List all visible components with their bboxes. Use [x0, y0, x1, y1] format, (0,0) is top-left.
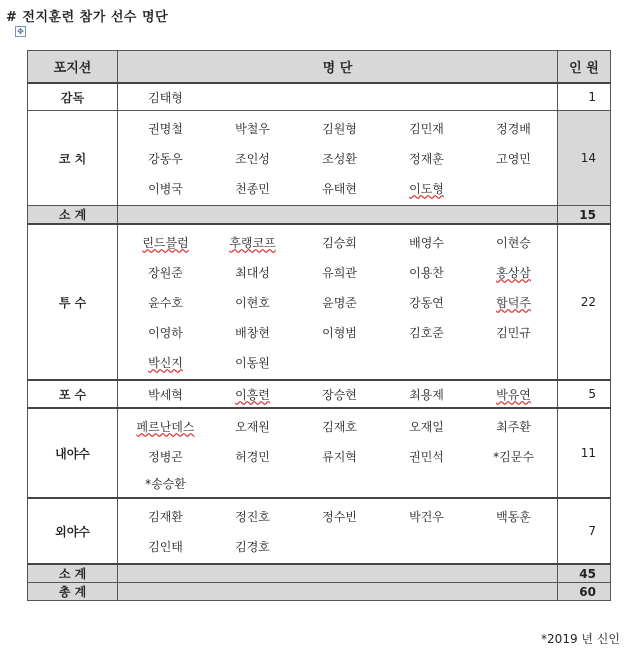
player-name: 장승현	[322, 387, 357, 402]
total-blank	[118, 583, 558, 601]
row-coach-subtotal	[28, 206, 611, 225]
count-outfield: 7	[558, 498, 611, 564]
player-name: 최주환	[496, 419, 531, 434]
player-name: 이형범	[322, 325, 357, 340]
player-name: 배창현	[235, 325, 270, 340]
player-name: 후랭코프	[229, 235, 276, 250]
player-name: 유희관	[322, 265, 357, 280]
count-catcher: 5	[558, 380, 611, 408]
pos-coach: 코 치	[28, 111, 118, 206]
player-name: 김승회	[322, 235, 357, 250]
player-name: 이영하	[148, 325, 183, 340]
player-name: 김인태	[148, 539, 183, 554]
footnote: *2019 년 신인	[541, 632, 620, 646]
count-manager: 1	[558, 83, 611, 111]
player-name: 권명철	[148, 121, 183, 136]
header-row	[28, 51, 611, 84]
pos-total: 총 계	[28, 583, 118, 601]
pos-infield: 내야수	[28, 408, 118, 498]
player-name: 이도형	[409, 181, 444, 196]
player-name: 이현승	[496, 235, 531, 250]
player-name: 김태형	[148, 90, 183, 105]
player-name: 류지혁	[322, 449, 357, 464]
player-name: 정진호	[235, 509, 270, 524]
player-name: 정재훈	[409, 151, 444, 166]
player-name: 백동훈	[496, 509, 531, 524]
names-coach	[118, 111, 558, 206]
player-name: 이흥련	[235, 387, 270, 402]
player-name: 김민규	[496, 325, 531, 340]
subtotal-blank	[118, 564, 558, 583]
count-player-subtotal: 45	[558, 564, 611, 583]
player-name: 함덕주	[496, 295, 531, 310]
player-name: 정수빈	[322, 509, 357, 524]
player-name: 허경민	[235, 449, 270, 464]
count-infield: 11	[558, 408, 611, 498]
player-name: 박철우	[235, 121, 270, 136]
player-name: 김호준	[409, 325, 444, 340]
player-name: 박신지	[148, 355, 183, 370]
player-name: 강동연	[409, 295, 444, 310]
row-manager	[28, 83, 611, 111]
pos-coach-subtotal: 소 계	[28, 206, 118, 225]
player-name: 린드블럼	[142, 235, 189, 250]
player-name: 강동우	[148, 151, 183, 166]
player-name: 김재호	[322, 419, 357, 434]
names-catcher	[118, 380, 558, 408]
player-name: 고영민	[496, 151, 531, 166]
pos-manager: 감독	[28, 83, 118, 111]
player-name: 페르난데스	[136, 419, 195, 434]
names-pitcher	[118, 224, 558, 380]
header-names: 명 단	[118, 51, 558, 84]
player-name: *송승환	[145, 476, 186, 491]
subtotal-blank	[118, 206, 558, 225]
row-outfield	[28, 498, 611, 564]
player-name: 홍상삼	[496, 265, 531, 280]
row-catcher	[28, 380, 611, 408]
player-name: 김재환	[148, 509, 183, 524]
player-name: 유태현	[322, 181, 357, 196]
player-name: 이현호	[235, 295, 270, 310]
player-name: 김경호	[235, 539, 270, 554]
names-outfield	[118, 498, 558, 564]
player-name: 배영수	[409, 235, 444, 250]
player-name: 천종민	[235, 181, 270, 196]
player-name: 윤명준	[322, 295, 357, 310]
player-name: 최대성	[235, 265, 270, 280]
player-name: 정병곤	[148, 449, 183, 464]
player-name: 박세혁	[148, 387, 183, 402]
player-name: 조성환	[322, 151, 357, 166]
pos-player-subtotal: 소 계	[28, 564, 118, 583]
names-manager	[118, 83, 558, 111]
pos-catcher: 포 수	[28, 380, 118, 408]
player-name: 이병국	[148, 181, 183, 196]
names-infield	[118, 408, 558, 498]
player-name: 김민재	[409, 121, 444, 136]
player-name: 오재원	[235, 419, 270, 434]
player-name: 권민석	[409, 449, 444, 464]
player-name: *김문수	[493, 449, 534, 464]
row-pitcher	[28, 224, 611, 380]
count-total: 60	[558, 583, 611, 601]
player-name: 윤수호	[148, 295, 183, 310]
player-name: 박건우	[409, 509, 444, 524]
row-total	[28, 583, 611, 601]
player-name: 이동원	[235, 355, 270, 370]
player-name: 이용찬	[409, 265, 444, 280]
player-name: 박유연	[496, 387, 531, 402]
player-name: 조인성	[235, 151, 270, 166]
pos-outfield: 외야수	[28, 498, 118, 564]
player-name: 정경배	[496, 121, 531, 136]
header-position: 포지션	[28, 51, 118, 84]
count-coach: 14	[558, 111, 611, 206]
player-name: 김원형	[322, 121, 357, 136]
player-name: 장원준	[148, 265, 183, 280]
roster-table	[27, 50, 611, 601]
row-infield	[28, 408, 611, 498]
header-count: 인 원	[558, 51, 611, 84]
table-move-handle-icon[interactable]: ✥	[15, 26, 26, 37]
count-pitcher: 22	[558, 224, 611, 380]
pos-pitcher: 투 수	[28, 224, 118, 380]
row-player-subtotal	[28, 564, 611, 583]
player-name: 최용제	[409, 387, 444, 402]
player-name: 오재일	[409, 419, 444, 434]
count-coach-subtotal: 15	[558, 206, 611, 225]
row-coach	[28, 111, 611, 206]
page-title: # 전지훈련 참가 선수 명단	[6, 10, 169, 25]
